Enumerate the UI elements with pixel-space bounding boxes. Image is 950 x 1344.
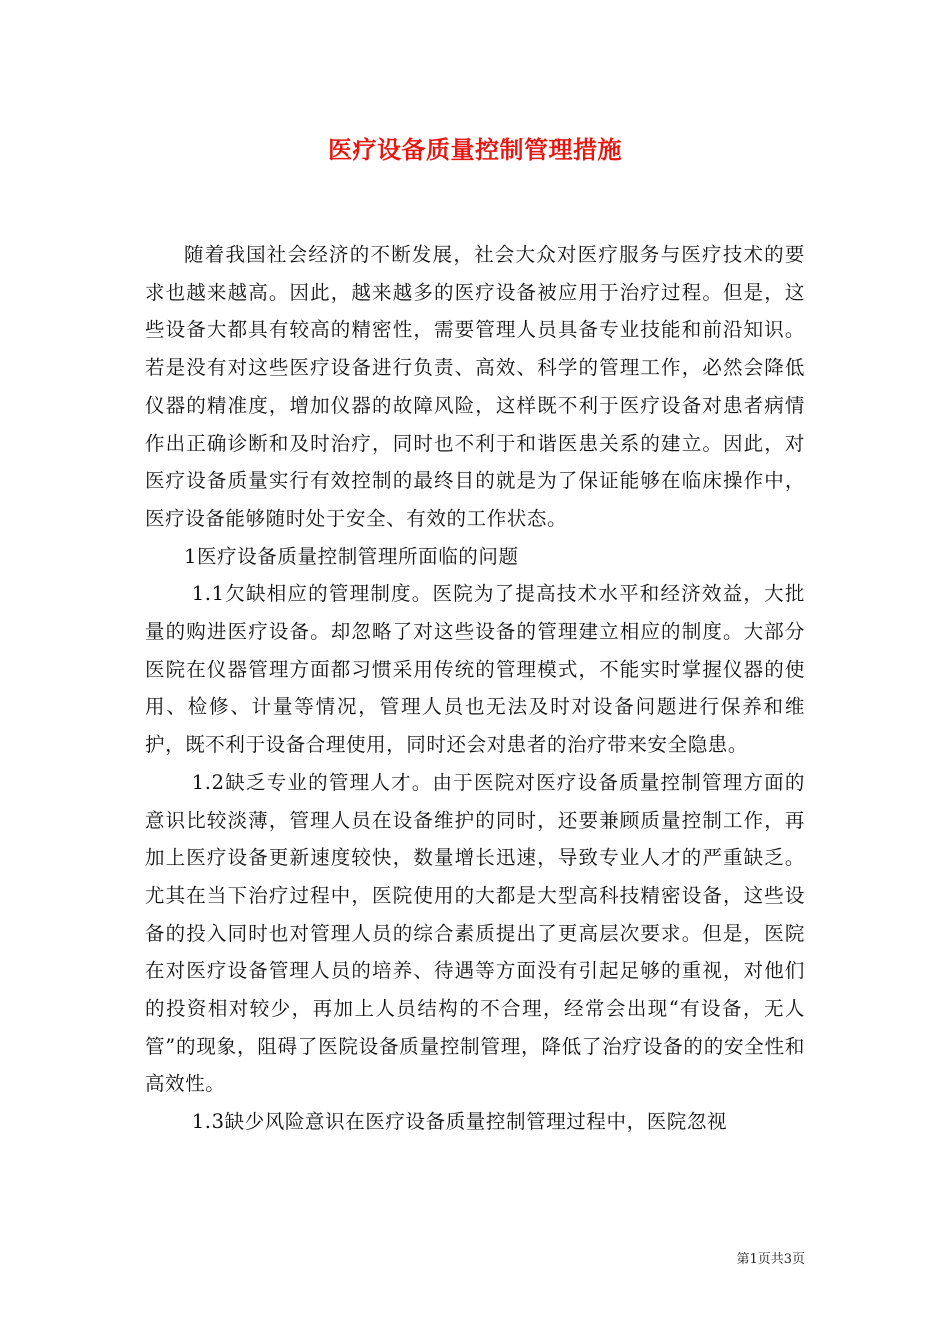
section-heading-1: 1医疗设备质量控制管理所面临的问题 (184, 544, 519, 568)
intro-paragraph: 随着我国社会经济的不断发展，社会大众对医疗服务与医疗技术的要求也越来越高。因此，越来越多的医疗设备被应用于治疗过程。但是，这些设备大都具有较高的精密性，需要管理人员具备专业技能和前沿知识。若是没有对这些医疗设备进行负责、高效、科学的管理工作，必然会降低仪器的精准度，增加仪器的故障风险，这样既不利于医疗设备对患者病情作出正确诊断和及时治疗，同时也不利于和谐医患关系的建立。因此，对医疗设备质量实行有效控制的最终目的就是为了保证能够在临床操作中，医疗设备能够随时处于安全、有效的工作状态。 (145, 243, 805, 530)
section-1-3-paragraph: 1.3缺少风险意识在医疗设备质量控制管理过程中，医院忽视 (191, 1110, 728, 1134)
section-1-1-paragraph: 1.1欠缺相应的管理制度。医院为了提高技术水平和经济效益，大批量的购进医疗设备。却忽略了对这些设备的管理建立相应的制度。大部分医院在仪器管理方面都习惯采用传统的管理模式，不能实时掌握仪器的使用、检修、计量等情况，管理人员也无法及时对设备问题进行保养和维护，既不利于设备合理使用，同时还会对患者的治疗带来安全隐患。 (145, 582, 805, 757)
page-number: 第1页共3页 (736, 1252, 805, 1267)
document-body (145, 236, 805, 1141)
document-title: 医疗设备质量控制管理措施 (328, 135, 622, 164)
section-1-2-paragraph: 1.2缺乏专业的管理人才。由于医院对医疗设备质量控制管理方面的意识比较淡薄，管理人员在设备维护的同时，还要兼顾质量控制工作，再加上医疗设备更新速度较快，数量增长迅速，导致专业人才的严重缺乏。尤其在当下治疗过程中，医院使用的大都是大型高科技精密设备，这些设备的投入同时也对管理人员的综合素质提出了更高层次要求。但是，医院在对医疗设备管理人员的培养、待遇等方面没有引起足够的重视，对他们的投资相对较少，再加上人员结构的不合理，经常会出现“有设备，无人管”的现象，阻碍了医院设备质量控制管理，降低了治疗设备的的安全性和高效性。 (145, 770, 805, 1096)
